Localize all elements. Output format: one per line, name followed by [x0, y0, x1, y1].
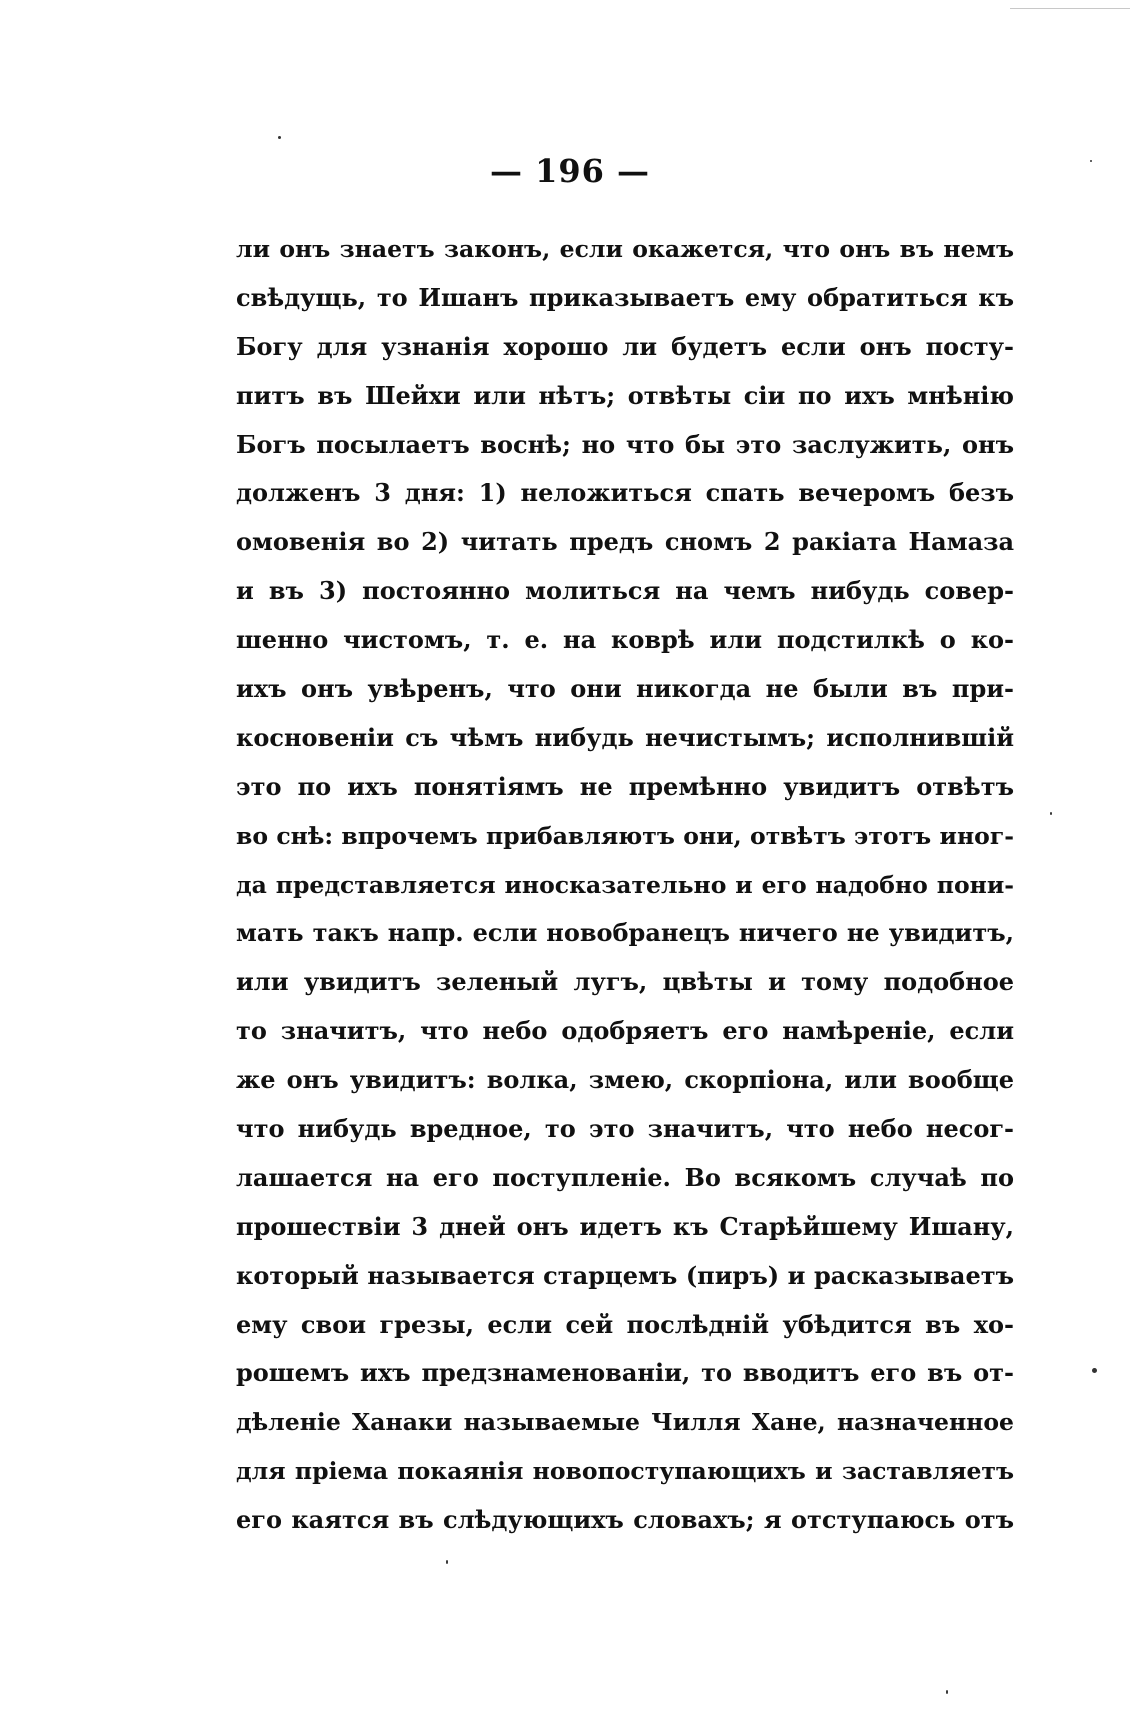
- text-line: косновеніи съ чѣмъ нибудь нечистымъ; исполнившій: [236, 722, 1014, 752]
- text-line: это по ихъ понятіямъ не премѣнно увидитъ отвѣтъ: [236, 771, 1014, 801]
- text-line: лашается на его поступленіе. Во всякомъ случаѣ по: [236, 1162, 1014, 1192]
- text-line: во снѣ: впрочемъ прибавляютъ они, отвѣтъ этотъ иног-: [236, 821, 1014, 850]
- text-line: свѣдущь, то Ишанъ приказываетъ ему обратиться къ: [236, 282, 1014, 312]
- text-line: его каятся въ слѣдующихъ словахъ; я отступаюсь отъ: [236, 1505, 1014, 1535]
- scan-edge-rule: [1010, 8, 1130, 9]
- text-line: омовенія во 2) читать предъ сномъ 2 ракіата Намаза: [236, 527, 1014, 557]
- text-line: для пріема покаянія новопоступающихъ и заставляетъ: [236, 1457, 1014, 1486]
- text-line: дѣленіе Ханаки называемые Чилля Хане, назначенное: [236, 1408, 1014, 1437]
- text-line: рошемъ ихъ предзнаменованіи, то вводитъ его въ от-: [236, 1358, 1014, 1388]
- text-line: то значитъ, что небо одобряетъ его намѣреніе, если: [236, 1016, 1014, 1046]
- scan-speck: [946, 1690, 948, 1694]
- text-line: шенно чистомъ, т. е. на коврѣ или подстилкѣ о ко-: [236, 625, 1014, 655]
- text-line: или увидитъ зеленый лугъ, цвѣты и тому подобное: [236, 967, 1014, 997]
- text-line: ему свои грезы, если сей послѣдній убѣдится въ хо-: [236, 1309, 1014, 1339]
- text-line: что нибудь вредное, то это значитъ, что небо несог-: [236, 1114, 1014, 1144]
- text-line: Богъ посылаетъ вoснѣ; но что бы это заслужить, онъ: [236, 429, 1014, 459]
- text-line: Богу для узнанія хорошо ли будетъ если онъ посту-: [236, 331, 1014, 361]
- text-line: ихъ онъ увѣренъ, что они никогда не были въ при-: [236, 674, 1014, 704]
- text-line: который называется старцемъ (пиръ) и расказываетъ: [236, 1260, 1014, 1290]
- page-number: — 196 —: [489, 152, 651, 190]
- text-line: питъ въ Шейхи или нѣтъ; отвѣты сіи по ихъ мнѣнію: [236, 380, 1014, 410]
- text-line: и въ 3) постоянно молиться на чемъ нибудь совер-: [236, 576, 1014, 606]
- text-line: прошествіи 3 дней онъ идетъ къ Старѣйшему Ишану,: [236, 1211, 1014, 1241]
- body-text: [236, 232, 1014, 1552]
- text-line: да представляется иносказательно и его надобно пони-: [236, 870, 1014, 899]
- text-line: мать такъ напр. если новобранецъ ничего не увидитъ,: [236, 918, 1014, 948]
- text-line: ли онъ знаетъ законъ, если окажется, что онъ въ немъ: [236, 235, 1014, 263]
- scan-speck: [1090, 160, 1092, 162]
- text-line: же онъ увидитъ: волка, змею, скорпіона, или вообще: [236, 1065, 1014, 1095]
- scan-speck: [1050, 812, 1052, 815]
- scan-speck: [278, 136, 281, 139]
- text-line: долженъ 3 дня: 1) неложиться спать вечеромъ безъ: [236, 478, 1014, 508]
- scan-speck: [1092, 1368, 1097, 1373]
- scan-speck: [446, 1560, 448, 1564]
